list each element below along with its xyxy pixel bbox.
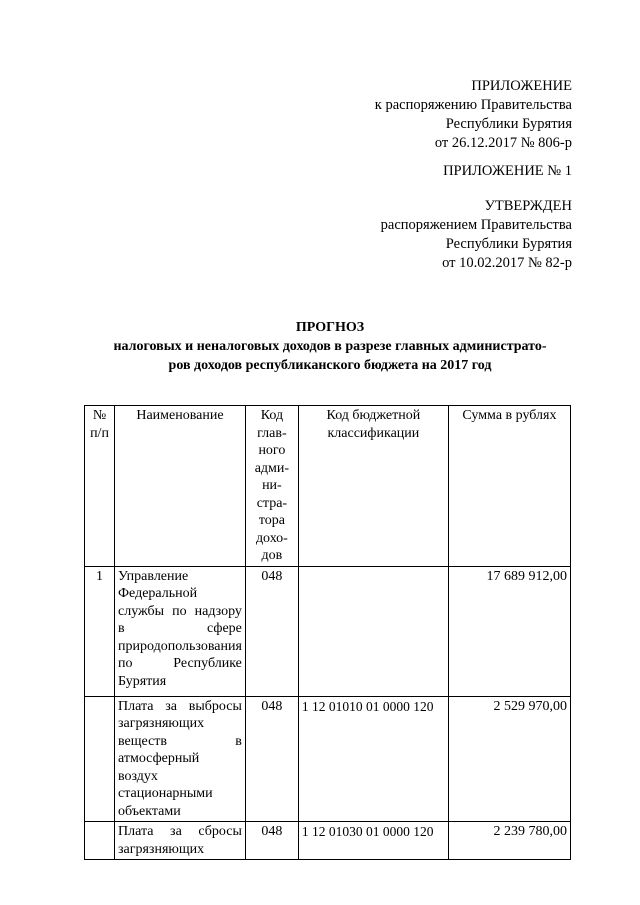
header-number: № п/п [85,406,115,567]
row-budget-code: 1 12 01010 01 0000 120 [298,696,448,822]
row-name: Плата за выбросы загрязняющих веществ в атмосферный воздух стационарными объектами [115,696,246,822]
row-sum: 2 239 780,00 [448,822,570,860]
approved-line: распоряжением Правительства [380,217,572,233]
approved-date: от 10.02.2017 № 82-р [442,255,572,271]
row-admin-code: 048 [245,566,298,696]
title-main: ПРОГНОЗ [295,320,365,335]
header-budget-code: Код бюджетной классификации [298,406,448,567]
document-title [60,318,600,375]
header-name: Наименование [115,406,246,567]
row-admin-code: 048 [245,822,298,860]
row-budget-code [298,566,448,696]
approved-heading: УТВЕРЖДЕН [484,198,572,214]
appendix-1-heading: ПРИЛОЖЕНИЕ № 1 [443,163,572,179]
appendix-line: к распоряжению Правительства [374,97,572,113]
row-budget-code: 1 12 01030 01 0000 120 [298,822,448,860]
approved-block [381,197,572,273]
table-header-row [85,406,571,567]
forecast-table [84,405,571,860]
row-sum: 17 689 912,00 [448,566,570,696]
row-sum: 2 529 970,00 [448,696,570,822]
title-subtitle-line: налоговых и неналоговых доходов в разрезе главных администрато- [113,339,547,354]
header-admin-code: Код глав-ного адми-ни-стра-тора дохо-дов [245,406,298,567]
appendix-date: от 26.12.2017 № 806-р [434,135,572,151]
table-row [85,696,571,822]
row-number: 1 [85,566,115,696]
row-admin-code: 048 [245,696,298,822]
row-number [85,822,115,860]
row-name: Плата за сбросы загрязняющих [115,822,246,860]
appendix-1-block [443,162,572,181]
approved-line: Республики Бурятия [445,236,572,252]
row-name: Управление Федеральной службы по надзору в сфере природопользования по Республике Бурятия [115,566,246,696]
header-sum: Сумма в рублях [448,406,570,567]
title-subtitle-line: ров доходов республиканского бюджета на 2017 год [168,358,492,373]
appendix-line: Республики Бурятия [445,116,572,132]
table-row [85,822,571,860]
table-row [85,566,571,696]
appendix-heading: ПРИЛОЖЕНИЕ [471,78,572,94]
row-number [85,696,115,822]
appendix-block [375,77,572,153]
